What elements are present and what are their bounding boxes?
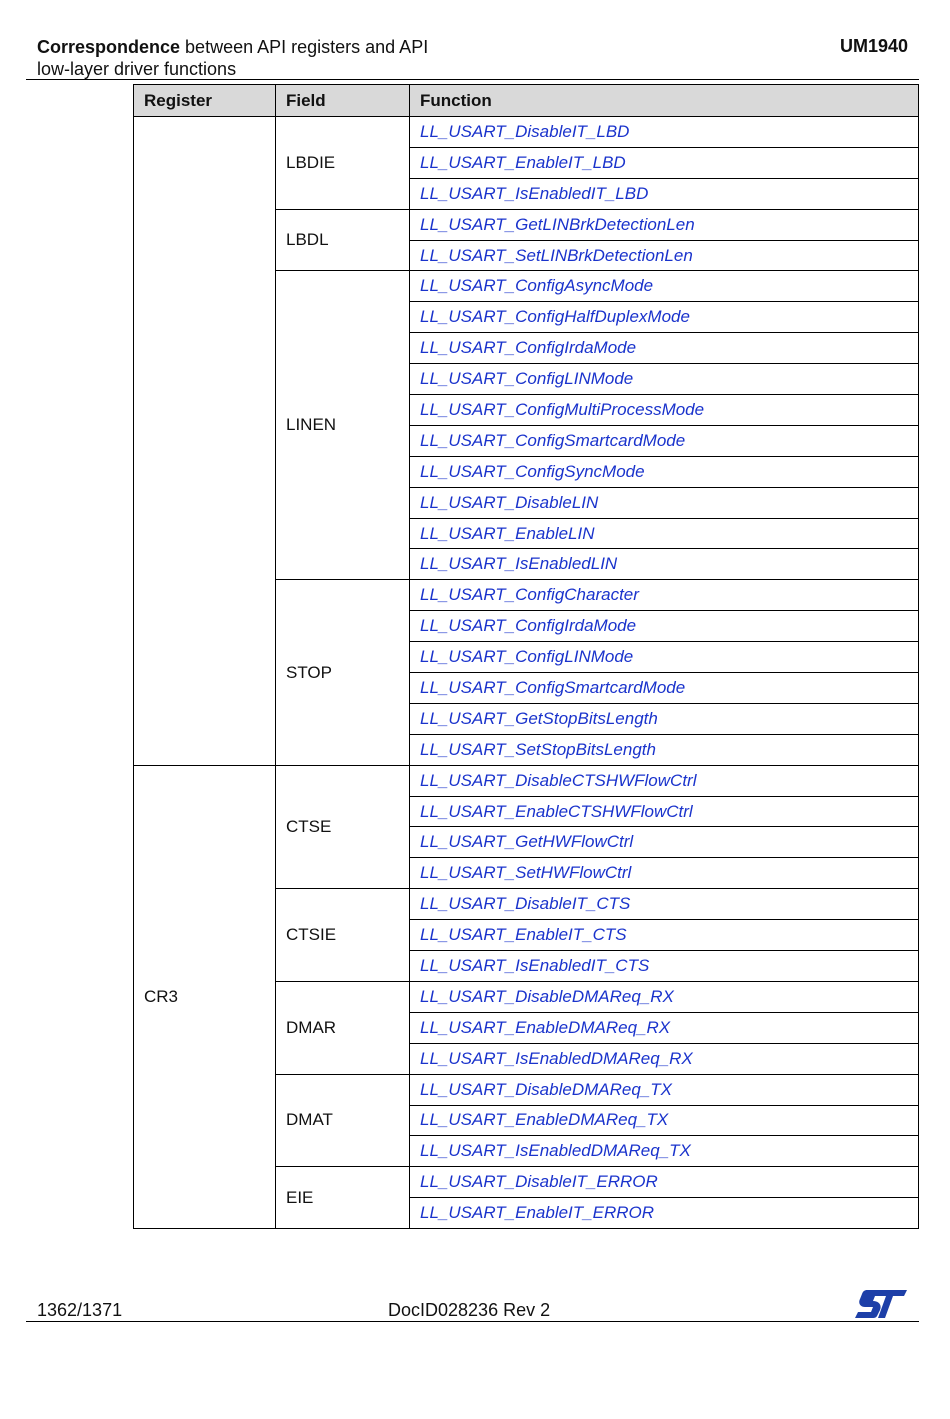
field-cell: CTSE xyxy=(276,765,410,889)
header-title-line2: low-layer driver functions xyxy=(37,59,237,79)
function-link[interactable]: LL_USART_EnableIT_LBD xyxy=(410,147,919,178)
field-cell: DMAR xyxy=(276,981,410,1074)
function-link[interactable]: LL_USART_EnableDMAReq_RX xyxy=(410,1012,919,1043)
function-link[interactable]: LL_USART_EnableIT_ERROR xyxy=(410,1198,919,1229)
function-link[interactable]: LL_USART_ConfigLINMode xyxy=(410,642,919,673)
table-row xyxy=(134,765,919,796)
function-link[interactable]: LL_USART_ConfigAsyncMode xyxy=(410,271,919,302)
function-link[interactable]: LL_USART_SetLINBrkDetectionLen xyxy=(410,240,919,271)
st-logo-shape xyxy=(855,1290,907,1318)
function-link[interactable]: LL_USART_GetHWFlowCtrl xyxy=(410,827,919,858)
function-link[interactable]: LL_USART_IsEnabledDMAReq_TX xyxy=(410,1136,919,1167)
field-cell: LINEN xyxy=(276,271,410,580)
function-link[interactable]: LL_USART_ConfigIrdaMode xyxy=(410,611,919,642)
function-link[interactable]: LL_USART_ConfigIrdaMode xyxy=(410,333,919,364)
footer-rule xyxy=(26,1321,919,1322)
function-link[interactable]: LL_USART_EnableIT_CTS xyxy=(410,920,919,951)
table-body xyxy=(134,117,919,1229)
function-link[interactable]: LL_USART_GetLINBrkDetectionLen xyxy=(410,209,919,240)
function-link[interactable]: LL_USART_SetStopBitsLength xyxy=(410,734,919,765)
page-header-title xyxy=(37,36,557,80)
field-cell: EIE xyxy=(276,1167,410,1229)
function-link[interactable]: LL_USART_ConfigSmartcardMode xyxy=(410,425,919,456)
function-link[interactable]: LL_USART_DisableLIN xyxy=(410,487,919,518)
function-link[interactable]: LL_USART_ConfigMultiProcessMode xyxy=(410,395,919,426)
column-header-register: Register xyxy=(134,85,276,117)
field-cell: STOP xyxy=(276,580,410,765)
field-cell: LBDIE xyxy=(276,117,410,210)
function-link[interactable]: LL_USART_DisableDMAReq_RX xyxy=(410,981,919,1012)
header-title-rest: between API registers and API xyxy=(180,37,429,57)
function-link[interactable]: LL_USART_DisableCTSHWFlowCtrl xyxy=(410,765,919,796)
function-link[interactable]: LL_USART_DisableIT_LBD xyxy=(410,117,919,148)
header-rule xyxy=(26,79,919,80)
function-link[interactable]: LL_USART_DisableIT_ERROR xyxy=(410,1167,919,1198)
register-cell: CR3 xyxy=(134,765,276,1228)
function-link[interactable]: LL_USART_IsEnabledDMAReq_RX xyxy=(410,1043,919,1074)
table-header-row xyxy=(134,85,919,117)
table-row xyxy=(134,117,919,148)
function-link[interactable]: LL_USART_ConfigSyncMode xyxy=(410,456,919,487)
function-link[interactable]: LL_USART_IsEnabledLIN xyxy=(410,549,919,580)
function-link[interactable]: LL_USART_ConfigLINMode xyxy=(410,364,919,395)
function-link[interactable]: LL_USART_EnableDMAReq_TX xyxy=(410,1105,919,1136)
function-link[interactable]: LL_USART_ConfigCharacter xyxy=(410,580,919,611)
register-function-table xyxy=(133,84,919,1229)
header-doc-id: UM1940 xyxy=(839,36,908,56)
footer-doc-revision: DocID028236 Rev 2 xyxy=(388,1300,551,1320)
field-cell: CTSIE xyxy=(276,889,410,982)
function-link[interactable]: LL_USART_SetHWFlowCtrl xyxy=(410,858,919,889)
header-title-bold: Correspondence xyxy=(37,37,181,57)
function-link[interactable]: LL_USART_DisableIT_CTS xyxy=(410,889,919,920)
footer-page-number: 1362/1371 xyxy=(37,1300,123,1320)
function-link[interactable]: LL_USART_IsEnabledIT_LBD xyxy=(410,178,919,209)
function-link[interactable]: LL_USART_EnableLIN xyxy=(410,518,919,549)
function-link[interactable]: LL_USART_ConfigHalfDuplexMode xyxy=(410,302,919,333)
function-link[interactable]: LL_USART_ConfigSmartcardMode xyxy=(410,673,919,704)
field-cell: LBDL xyxy=(276,209,410,271)
column-header-field: Field xyxy=(276,85,410,117)
function-link[interactable]: LL_USART_DisableDMAReq_TX xyxy=(410,1074,919,1105)
function-link[interactable]: LL_USART_GetStopBitsLength xyxy=(410,703,919,734)
column-header-function: Function xyxy=(410,85,919,117)
function-link[interactable]: LL_USART_EnableCTSHWFlowCtrl xyxy=(410,796,919,827)
function-link[interactable]: LL_USART_IsEnabledIT_CTS xyxy=(410,951,919,982)
register-cell xyxy=(134,117,276,766)
st-logo-icon xyxy=(853,1288,909,1320)
field-cell: DMAT xyxy=(276,1074,410,1167)
